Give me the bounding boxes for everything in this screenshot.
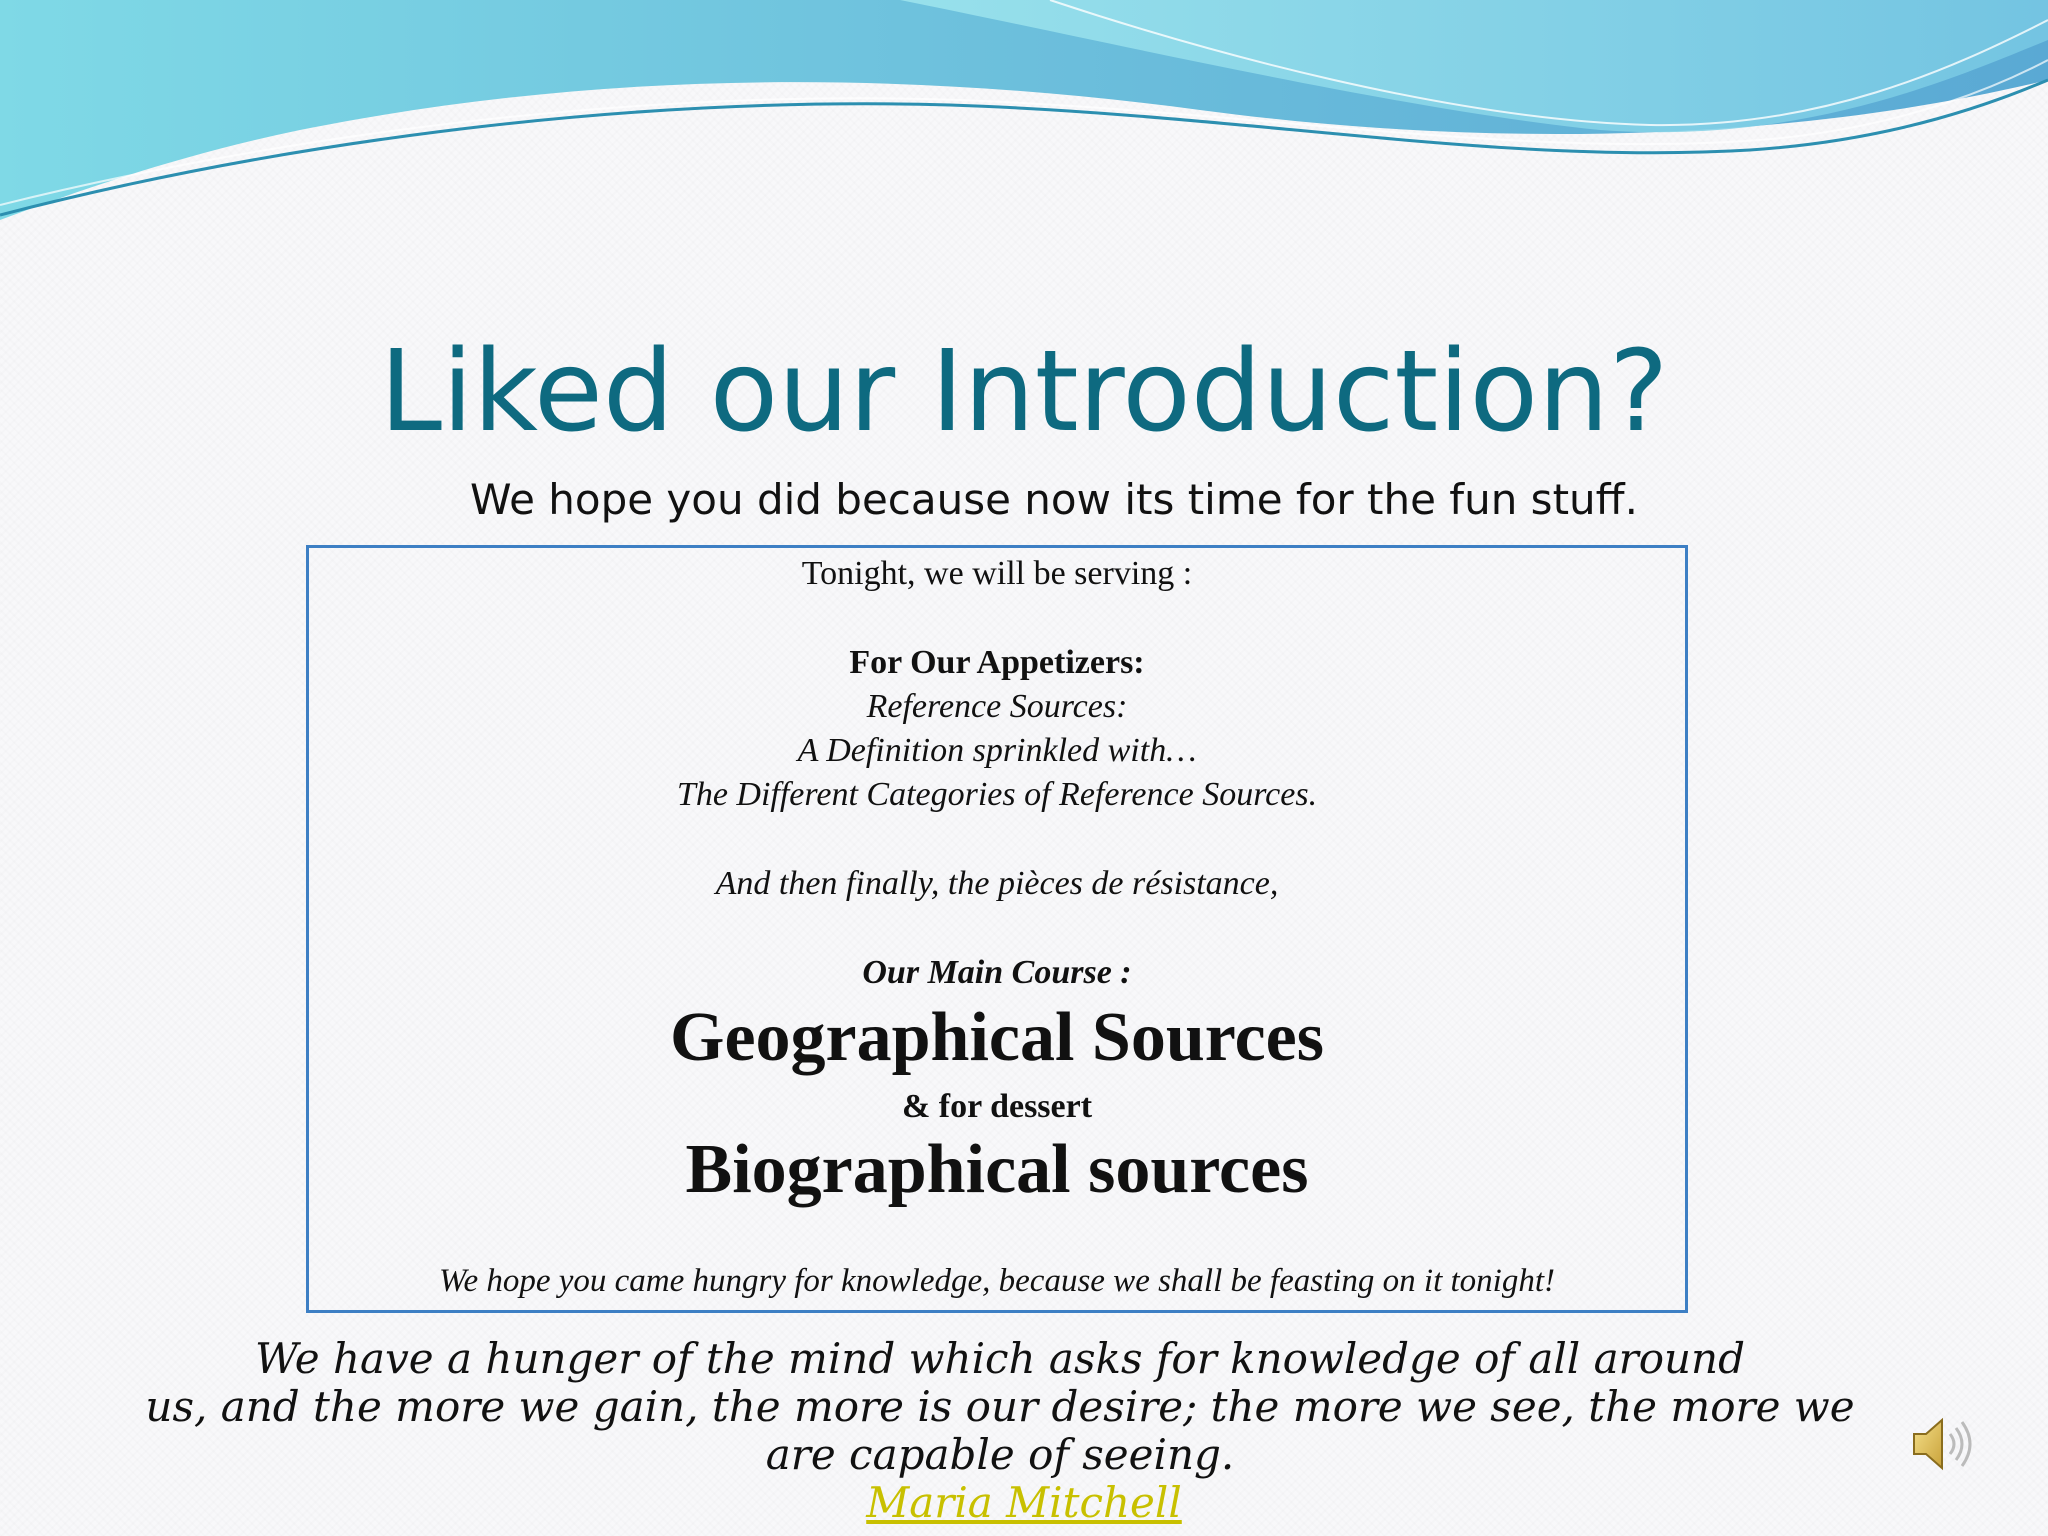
menu-transition: And then finally, the pièces de résistance, <box>715 865 1279 902</box>
quote-line: We have a hunger of the mind which asks for knowledge of all around <box>255 1334 1745 1383</box>
speaker-icon[interactable] <box>1908 1412 1978 1476</box>
menu-intro: Tonight, we will be serving : <box>801 555 1193 592</box>
slide-title: Liked our Introduction? <box>379 327 1669 457</box>
main-course-heading: Our Main Course : <box>862 954 1132 991</box>
appetizers-heading: For Our Appetizers: <box>849 644 1145 681</box>
wave-decoration <box>0 0 2048 240</box>
menu-closing: We hope you came hungry for knowledge, because we shall be feasting on it tonight! <box>439 1263 1555 1299</box>
quote-line: us, and the more we gain, the more is our desire; the more we see, the more we <box>145 1382 1855 1431</box>
main-course: Geographical Sources <box>670 999 1324 1076</box>
slide-subtitle: We hope you did because now its time for the fun stuff. <box>470 475 1638 524</box>
dessert: Biographical sources <box>685 1131 1309 1208</box>
appetizer-item: A Definition sprinkled with… <box>797 732 1197 769</box>
quote <box>100 1335 1900 1479</box>
appetizer-item: The Different Categories of Reference Sources. <box>676 776 1318 813</box>
quote-line: are capable of seeing. <box>765 1430 1235 1479</box>
appetizer-item: Reference Sources: <box>866 688 1128 725</box>
menu-box <box>306 545 1688 1313</box>
quote-author-link[interactable]: Maria Mitchell <box>866 1478 1182 1527</box>
dessert-heading: & for dessert <box>901 1088 1093 1125</box>
